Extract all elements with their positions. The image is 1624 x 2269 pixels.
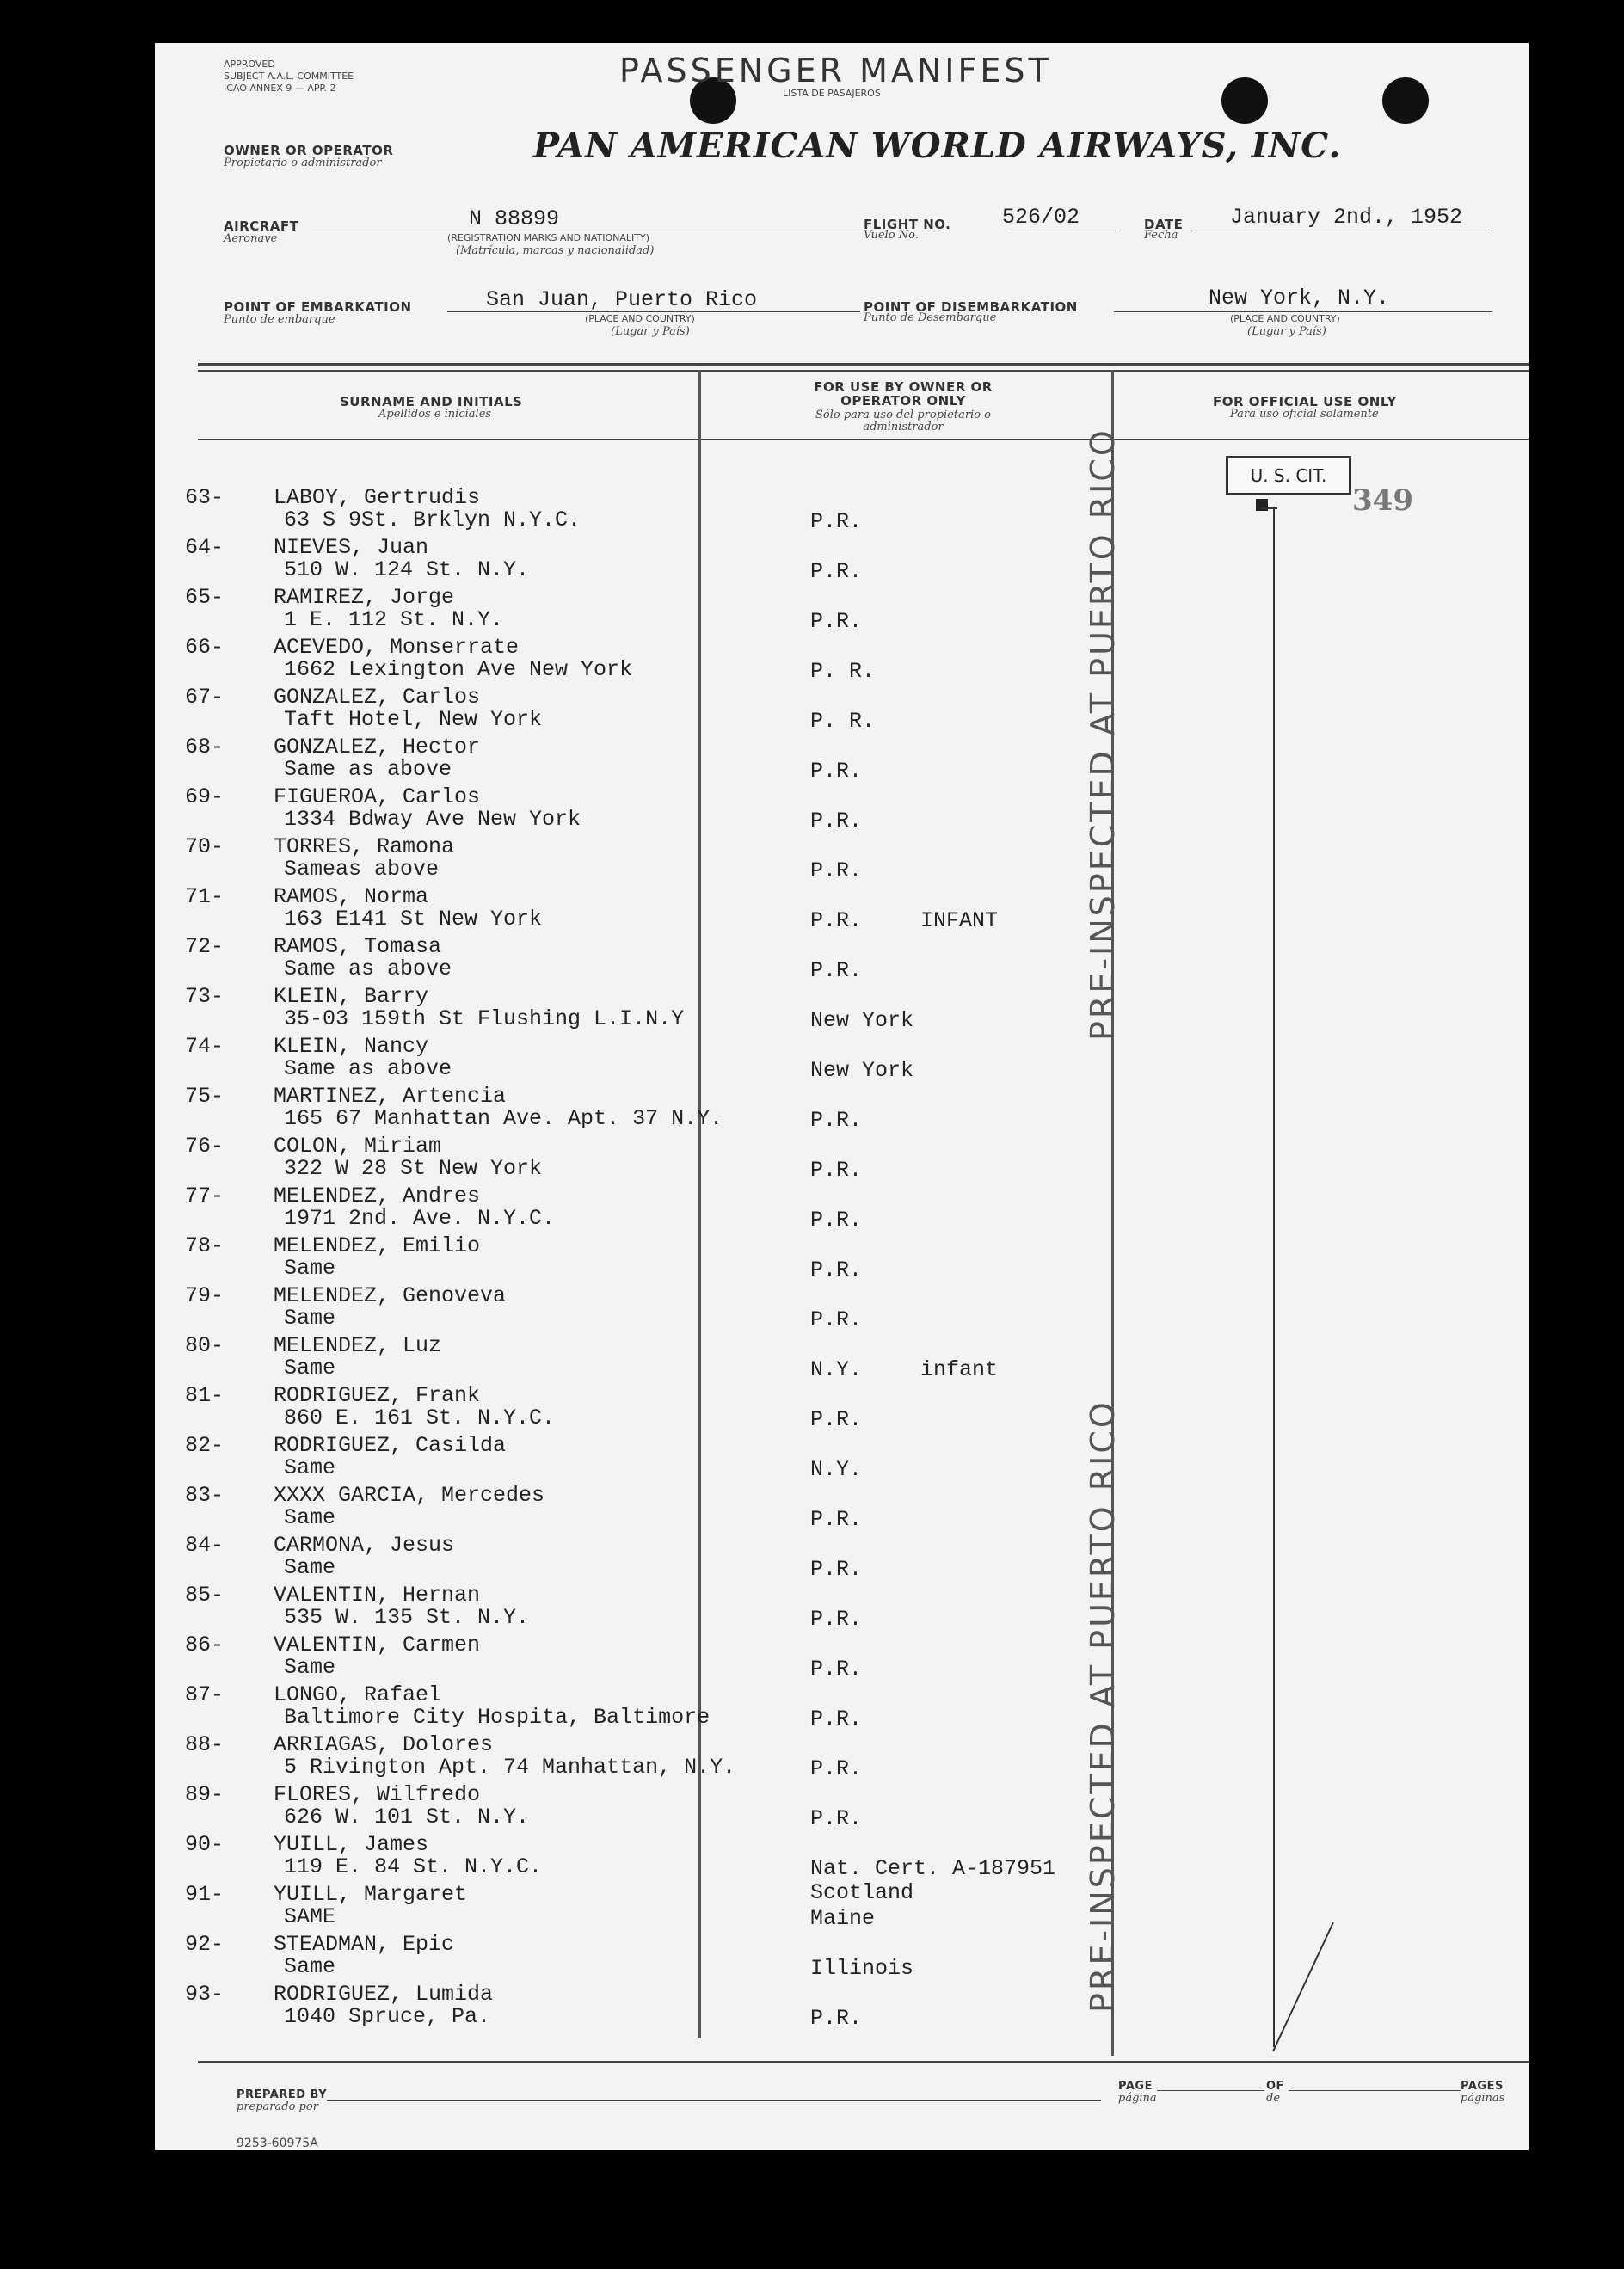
- passenger-address: Same: [284, 1256, 336, 1281]
- passenger-origin: P.R.: [810, 1407, 863, 1432]
- passenger-address: 322 W 28 St New York: [284, 1156, 543, 1181]
- col-official-header: FOR OFFICIAL USE ONLY: [1213, 394, 1397, 409]
- passenger-address: 5 Rivington Apt. 74 Manhattan, N.Y.: [284, 1755, 736, 1780]
- row-number: 81-: [184, 1383, 224, 1408]
- row-number: 82-: [184, 1433, 224, 1458]
- passenger-address: 35-03 159th St Flushing L.I.N.Y: [284, 1006, 685, 1031]
- page-title-sub: LISTA DE PASAJEROS: [783, 88, 881, 99]
- passenger-name: VALENTIN, Hernan: [274, 1583, 481, 1608]
- passenger-name: MELENDEZ, Luz: [274, 1333, 442, 1358]
- row-number: 65-: [184, 585, 224, 610]
- column-divider-1: [698, 370, 701, 2038]
- table-top-rule-1: [198, 363, 1529, 366]
- passenger-note: Scotland: [810, 1880, 914, 1905]
- row-number: 70-: [184, 834, 224, 859]
- passenger-name: MELENDEZ, Emilio: [274, 1233, 481, 1258]
- passenger-name: MELENDEZ, Andres: [274, 1184, 481, 1208]
- tally-bracket-line: [1273, 507, 1275, 2047]
- owner-label-es: Propietario o administrador: [224, 157, 382, 169]
- row-number: 84-: [184, 1533, 224, 1558]
- approved-line2: SUBJECT A.A.L. COMMITTEE: [224, 71, 354, 82]
- aircraft-label-es: Aeronave: [224, 232, 278, 245]
- pages-label: PAGES: [1461, 2080, 1504, 2093]
- row-number: 76-: [184, 1134, 224, 1159]
- passenger-origin: P.R.: [810, 809, 863, 833]
- row-number: 74-: [184, 1034, 224, 1059]
- passenger-address: 860 E. 161 St. N.Y.C.: [284, 1405, 556, 1430]
- row-number: 88-: [184, 1732, 224, 1757]
- passenger-address: Same: [284, 1306, 336, 1331]
- passenger-origin: P.R.: [810, 1806, 863, 1831]
- passenger-name: RODRIGUEZ, Lumida: [274, 1982, 494, 2007]
- passenger-address: 63 S 9St. Brklyn N.Y.C.: [284, 507, 581, 532]
- row-number: 89-: [184, 1782, 224, 1807]
- row-number: 63-: [184, 485, 224, 510]
- passenger-origin: P. R.: [810, 709, 876, 734]
- row-number: 86-: [184, 1633, 224, 1657]
- row-number: 93-: [184, 1982, 224, 2007]
- row-number: 73-: [184, 984, 224, 1009]
- passenger-name: FLORES, Wilfredo: [274, 1782, 481, 1807]
- passenger-origin: P.R.: [810, 1657, 863, 1682]
- passenger-name: CARMONA, Jesus: [274, 1533, 455, 1558]
- passenger-origin: New York: [810, 1008, 914, 1033]
- punch-hole-middle: [1221, 77, 1268, 124]
- passenger-name: RODRIGUEZ, Frank: [274, 1383, 481, 1408]
- passenger-origin: P.R.: [810, 858, 863, 883]
- disembark-label-es: Punto de Desembarque: [864, 311, 997, 324]
- of-label-es: de: [1266, 2092, 1281, 2105]
- row-number: 85-: [184, 1583, 224, 1608]
- passenger-origin: Illinois: [810, 1956, 914, 1981]
- passenger-origin: P.R.: [810, 1158, 863, 1183]
- passenger-address: 1040 Spruce, Pa.: [284, 2004, 491, 2029]
- passenger-origin: P.R.: [810, 1706, 863, 1731]
- embark-value: San Juan, Puerto Rico: [486, 287, 758, 312]
- passenger-name: YUILL, Margaret: [274, 1882, 468, 1907]
- passenger-name: GONZALEZ, Carlos: [274, 685, 481, 710]
- row-number: 64-: [184, 535, 224, 560]
- tally-bracket-top: [1260, 507, 1277, 509]
- form-code: 9253-60975A: [237, 2137, 318, 2150]
- passenger-name: ARRIAGAS, Dolores: [274, 1732, 494, 1757]
- row-number: 72-: [184, 934, 224, 959]
- passenger-name: MARTINEZ, Artencia: [274, 1084, 507, 1109]
- passenger-address: Same: [284, 1356, 336, 1380]
- passenger-origin: P.R.: [810, 1607, 863, 1632]
- row-number: 87-: [184, 1682, 224, 1707]
- passenger-name: XXXX GARCIA, Mercedes: [274, 1483, 545, 1508]
- passenger-name: VALENTIN, Carmen: [274, 1633, 481, 1657]
- disembark-label: POINT OF DISEMBARKATION: [864, 299, 1078, 315]
- aircraft-note-es: (Matrícula, marcas y nacionalidad): [456, 244, 655, 257]
- row-number: 69-: [184, 784, 224, 809]
- row-number: 77-: [184, 1184, 224, 1208]
- col-owner-header-es: Sólo para uso del propietario o administrador: [815, 409, 991, 434]
- date-value: January 2nd., 1952: [1230, 205, 1463, 230]
- passenger-origin: P.R.: [810, 1557, 863, 1582]
- row-number: 67-: [184, 685, 224, 710]
- passenger-address: Same as above: [284, 956, 452, 981]
- passenger-name: RODRIGUEZ, Casilda: [274, 1433, 507, 1458]
- pages-label-es: páginas: [1461, 2092, 1505, 2105]
- passenger-origin: P.R.: [810, 1108, 863, 1133]
- row-number: 79-: [184, 1283, 224, 1308]
- embark-label-es: Punto de embarque: [224, 313, 335, 326]
- flight-label: FLIGHT NO.: [864, 217, 951, 232]
- prepared-by-label: PREPARED BY: [237, 2088, 328, 2101]
- disembark-note: (PLACE AND COUNTRY): [1230, 313, 1340, 324]
- passenger-address: Same: [284, 1505, 336, 1530]
- passenger-name: COLON, Miriam: [274, 1134, 442, 1159]
- passenger-address: 163 E141 St New York: [284, 907, 543, 932]
- passenger-address: Taft Hotel, New York: [284, 707, 543, 732]
- passenger-address: Same: [284, 1555, 336, 1580]
- row-number: 90-: [184, 1832, 224, 1857]
- passenger-address: 165 67 Manhattan Ave. Apt. 37 N.Y.: [284, 1106, 723, 1131]
- passenger-address: 1662 Lexington Ave New York: [284, 657, 633, 682]
- prepared-by-line: [327, 2100, 1101, 2101]
- passenger-origin: P.R.: [810, 759, 863, 784]
- passenger-origin: P.R.: [810, 1756, 863, 1781]
- preinspected-stamp-upper: PRE-INSPECTED AT PUERTO RICO: [1084, 427, 1122, 1041]
- passenger-name: LONGO, Rafael: [274, 1682, 442, 1707]
- passenger-origin: P.R.: [810, 509, 863, 534]
- passenger-origin: P.R.: [810, 908, 863, 933]
- table-header-rule: [198, 439, 1529, 440]
- passenger-origin: Maine: [810, 1906, 876, 1931]
- passenger-note: infant: [920, 1357, 999, 1382]
- passenger-name: LABOY, Gertrudis: [274, 485, 481, 510]
- passenger-origin: N.Y.: [810, 1457, 863, 1482]
- row-number: 83-: [184, 1483, 224, 1508]
- passenger-name: KLEIN, Barry: [274, 984, 429, 1009]
- aircraft-label: AIRCRAFT: [224, 218, 299, 234]
- passenger-address: Same: [284, 1655, 336, 1680]
- table-top-rule-2: [198, 370, 1529, 372]
- passenger-name: STEADMAN, Epic: [274, 1932, 455, 1957]
- tally-check-mark: [1269, 1918, 1338, 2056]
- page-title: PASSENGER MANIFEST: [619, 52, 1052, 89]
- disembark-value: New York, N.Y.: [1209, 286, 1390, 311]
- aircraft-value: N 88899: [469, 206, 560, 231]
- passenger-name: KLEIN, Nancy: [274, 1034, 429, 1059]
- passenger-address: Same as above: [284, 1056, 452, 1081]
- flight-value: 526/02: [1002, 205, 1080, 230]
- passenger-address: 119 E. 84 St. N.Y.C.: [284, 1854, 543, 1879]
- page-label-es: página: [1118, 2092, 1157, 2105]
- row-number: 91-: [184, 1882, 224, 1907]
- passenger-address: Sameas above: [284, 857, 440, 882]
- approved-line3: ICAO ANNEX 9 — APP. 2: [224, 83, 336, 94]
- passenger-address: SAME: [284, 1904, 336, 1929]
- passenger-origin: New York: [810, 1058, 914, 1083]
- flight-label-es: Vuelo No.: [864, 229, 919, 242]
- row-number: 66-: [184, 635, 224, 660]
- passenger-name: RAMIREZ, Jorge: [274, 585, 455, 610]
- disembark-note-es: (Lugar y País): [1247, 325, 1326, 338]
- preinspected-stamp-lower: PRE-INSPECTED AT PUERTO RICO: [1084, 1399, 1122, 2013]
- passenger-address: Baltimore City Hospita, Baltimore: [284, 1705, 710, 1730]
- passenger-origin: P.R.: [810, 2006, 863, 2031]
- passenger-name: NIEVES, Juan: [274, 535, 429, 560]
- embark-label: POINT OF EMBARKATION: [224, 299, 412, 315]
- embark-note: (PLACE AND COUNTRY): [585, 313, 695, 324]
- aircraft-note: (REGISTRATION MARKS AND NATIONALITY): [447, 232, 650, 243]
- passenger-origin: P.R.: [810, 1208, 863, 1233]
- punch-hole-right: [1382, 77, 1429, 124]
- row-number: 92-: [184, 1932, 224, 1957]
- passenger-address: Same as above: [284, 757, 452, 782]
- passenger-name: RAMOS, Tomasa: [274, 934, 442, 959]
- passenger-origin: N.Y.: [810, 1357, 863, 1382]
- us-citizen-stamp-text: U. S. CIT.: [1250, 465, 1327, 486]
- date-label: DATE: [1144, 217, 1184, 232]
- passenger-origin: P.R.: [810, 559, 863, 584]
- passenger-name: TORRES, Ramona: [274, 834, 455, 859]
- passenger-origin: P.R.: [810, 958, 863, 983]
- embark-note-es: (Lugar y País): [611, 325, 690, 338]
- tally-count: 349: [1352, 483, 1413, 518]
- passenger-address: 626 W. 101 St. N.Y.: [284, 1805, 530, 1829]
- passenger-address: 1 E. 112 St. N.Y.: [284, 607, 504, 632]
- row-number: 68-: [184, 735, 224, 759]
- row-number: 78-: [184, 1233, 224, 1258]
- row-number: 80-: [184, 1333, 224, 1358]
- passenger-origin: P. R.: [810, 659, 876, 684]
- passenger-name: RAMOS, Norma: [274, 884, 429, 909]
- col-official-header-es: Para uso oficial solamente: [1230, 408, 1379, 421]
- prepared-by-label-es: preparado por: [237, 2100, 318, 2113]
- col-owner-header: FOR USE BY OWNER OR OPERATOR ONLY: [814, 379, 993, 409]
- footer-rule: [198, 2061, 1529, 2063]
- passenger-origin: P.R.: [810, 1257, 863, 1282]
- passenger-name: GONZALEZ, Hector: [274, 735, 481, 759]
- passenger-origin: Nat. Cert. A-187951: [810, 1856, 1056, 1881]
- col-surname-header-es: Apellidos e iniciales: [378, 408, 492, 421]
- passenger-origin: P.R.: [810, 1307, 863, 1332]
- manifest-paper: [155, 43, 1529, 2150]
- page-label: PAGE: [1118, 2080, 1153, 2093]
- row-number: 71-: [184, 884, 224, 909]
- passenger-name: FIGUEROA, Carlos: [274, 784, 481, 809]
- operator-name: PAN AMERICAN WORLD AIRWAYS, INC.: [533, 126, 1342, 166]
- passenger-address: 1334 Bdway Ave New York: [284, 807, 581, 832]
- page-line: [1157, 2090, 1264, 2091]
- passenger-address: Same: [284, 1954, 336, 1979]
- passenger-address: 1971 2nd. Ave. N.Y.C.: [284, 1206, 556, 1231]
- approved-label: APPROVED: [224, 58, 275, 70]
- us-citizen-stamp: [1226, 456, 1351, 495]
- passenger-address: 510 W. 124 St. N.Y.: [284, 557, 530, 582]
- row-number: 75-: [184, 1084, 224, 1109]
- passenger-origin: P.R.: [810, 609, 863, 634]
- passenger-name: MELENDEZ, Genoveva: [274, 1283, 507, 1308]
- passenger-name: YUILL, James: [274, 1832, 429, 1857]
- date-label-es: Fecha: [1144, 229, 1178, 242]
- passenger-address: Same: [284, 1455, 336, 1480]
- disembark-line: [1114, 311, 1492, 312]
- owner-label: OWNER OR OPERATOR: [224, 143, 394, 158]
- of-label: OF: [1266, 2080, 1284, 2093]
- passenger-note: INFANT: [920, 908, 999, 933]
- passenger-address: 535 W. 135 St. N.Y.: [284, 1605, 530, 1630]
- col-surname-header: SURNAME AND INITIALS: [340, 394, 523, 409]
- passenger-origin: P.R.: [810, 1507, 863, 1532]
- of-line: [1289, 2090, 1461, 2091]
- passenger-name: ACEVEDO, Monserrate: [274, 635, 520, 660]
